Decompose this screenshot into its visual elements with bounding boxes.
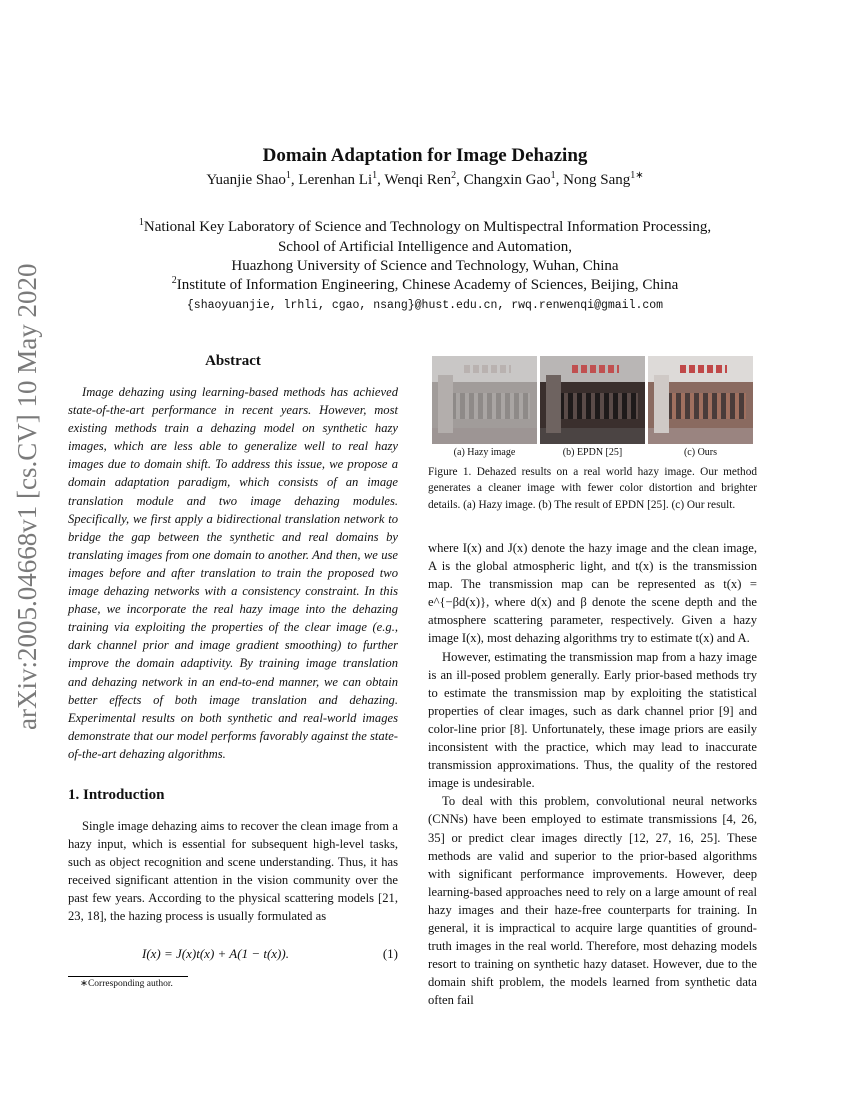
paragraph: where I(x) and J(x) denote the hazy image and the clean image, A is the global atmospheric light, and t(x) is the transmission map. The transmission map can be represented as t(x) = e^{−βd(x)}, where d(x) and β denote the scene depth and the atmosphere scattering parameter, respectively. Given a hazy image I(x), most dehazing algorithms try to estimate t(x) and A. (428, 541, 757, 646)
intro-paragraph: Single image dehazing aims to recover the clean image from a hazy input, which is essential for subsequent high-level tasks, such as object recognition and scene understanding. Thus, it has received significant attention in the vision community over the past few years. According to the physical scattering models [21, 23, 18], the hazing process is usually formulated as (68, 819, 398, 924)
author: Wenqi Ren (384, 172, 452, 188)
abstract-heading: Abstract (205, 353, 261, 369)
aff-text: Institute of Information Engineering, Chinese Academy of Sciences, Beijing, China (176, 277, 679, 293)
author: Changxin Gao (463, 172, 551, 188)
paper-title: Domain Adaptation for Image Dehazing (262, 145, 588, 166)
intro-heading: 1. Introduction (68, 787, 165, 803)
affiliation-2 (0, 277, 850, 294)
equation-number: (1) (382, 946, 398, 961)
affiliation-1c: Huazhong University of Science and Technology, Wuhan, China (231, 258, 619, 274)
hazy-image (432, 356, 537, 444)
paragraph: To deal with this problem, convolutional neural networks (CNNs) have been employed to estimate transmissions [4, 26, 35] or predict clear images directly [12, 27, 16, 25]. These methods are valid and superior to the prior-based algorithms with significant performance improvements. However, deep learning-based approaches need to rely on a large amount of real hazy images and their haze-free counterparts for training. In general, it is impractical to acquire large quantities of ground-truth images in the real world. Therefore, most dehazing models resort to training on synthetic hazy dataset. However, due to the domain shift problem, the models learned from synthetic data often fail (428, 794, 757, 1008)
footnote: ∗Corresponding author. (80, 979, 173, 989)
author-sup: 1 (550, 170, 556, 181)
author-sup: 1∗ (630, 170, 644, 181)
author: Lerenhan Li (298, 172, 373, 188)
author-list: Yuanjie Shao$^1$, Lerenhan Li$^1$, Wenqi Ren$^2$, Changxin Gao$^1$, Nong Sang$^{1∗}$ (206, 170, 644, 188)
affiliation-1 (0, 219, 850, 236)
right-column-text (428, 539, 757, 1009)
paragraph: However, estimating the transmission map from a hazy image is an ill-posed problem generally. Early prior-based methods try to estimate the transmission map by exploiting the statistical properties of clear images, such as dark channel prior [9] and color-line prior [8]. Unfortunately, these image priors are easily inconsistent with the practice, which may lead to inaccurate transmission approximations. Thus, the quality of the restored image is undesirable. (428, 649, 757, 791)
arxiv-stamp: arXiv:2005.04668v1 [cs.CV] 10 May 2020 (12, 263, 42, 730)
figure-caption: Figure 1. Dehazed results on a real world hazy image. Our method generates a cleaner image with fewer color distortion and brighter details. (a) Hazy image. (b) The result of EPDN [25]. (c) Our result. (428, 466, 757, 511)
our-result-image (648, 356, 753, 444)
equation-formula: I(x) = J(x)t(x) + A(1 − t(x)). (142, 946, 289, 961)
aff-sup: 2 (171, 275, 177, 286)
affiliation-1b: School of Artificial Intelligence and Automation, (277, 239, 573, 255)
author-sup: 1 (285, 170, 291, 181)
epdn-result-image (540, 356, 645, 444)
intro-text (68, 817, 398, 926)
subcaption-b: (b) EPDN [25] (562, 447, 623, 458)
author-sup: 1 (372, 170, 378, 181)
aff-text: National Key Laboratory of Science and Technology on Multispectral Information Processing, (143, 219, 712, 235)
author-sup: 2 (451, 170, 457, 181)
abstract-text (68, 383, 398, 763)
aff-sup: 1 (138, 217, 144, 228)
author: Nong Sang (563, 172, 631, 188)
author: Yuanjie Shao (206, 172, 286, 188)
footnote-rule (68, 976, 188, 977)
figure-1 (432, 356, 754, 444)
subcaption-c: (c) Ours (683, 447, 718, 458)
subcaption-a: (a) Hazy image (453, 447, 516, 458)
author-emails: {shaoyuanjie, lrhli, cgao, nsang}@hust.edu.cn, rwq.renwenqi@gmail.com (186, 299, 664, 312)
abstract-paragraph: Image dehazing using learning-based methods has achieved state-of-the-art performance in recent years. However, most existing methods train a dehazing model on synthetic hazy images, which are less able to generalize well to real hazy images due to domain shift. To address this issue, we propose a domain adaptation paradigm, which consists of an image translation module and two image dehazing modules. Specifically, we first apply a bidirectional translation network to bridge the gap between the synthetic and real domains by translating images from one domain to another. And then, we use images before and after translation to train the proposed two image dehazing networks with a consistency constraint. In this phase, we incorporate the real hazy image into the dehazing training via exploiting the properties of the clear image (e.g., dark channel prior and image gradient smoothing) to further improve the domain adaptivity. By training image translation and dehazing network in an end-to-end manner, we can obtain better effects of both image translation and dehazing. Experimental results on both synthetic and real-world images demonstrate that our model performs favorably against the state-of-the-art dehazing algorithms. (68, 385, 398, 761)
